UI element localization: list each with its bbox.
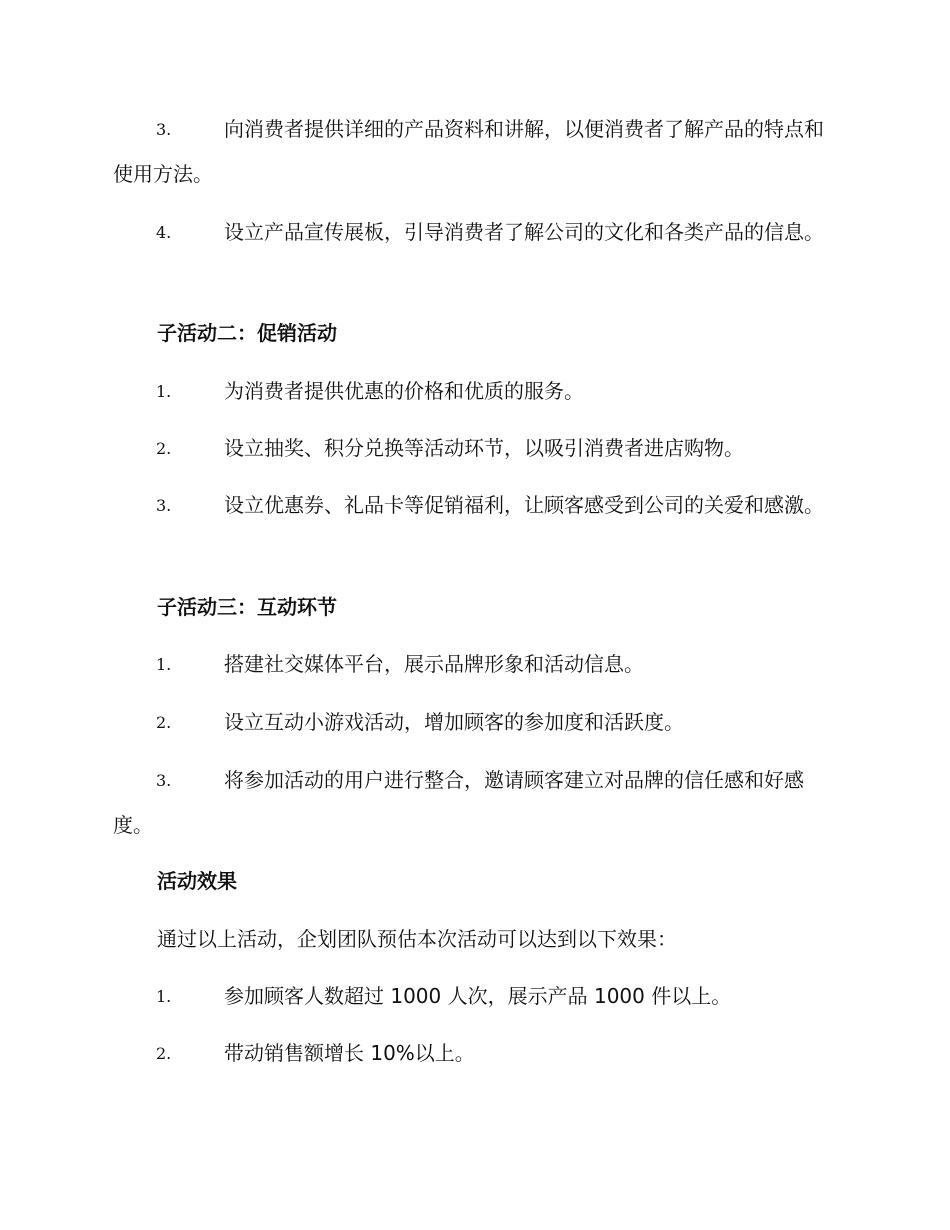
list-text: 设立抽奖、积分兑换等活动环节，以吸引消费者进店购物。 [224, 436, 744, 460]
list-text: 为消费者提供优惠的价格和优质的服务。 [224, 379, 584, 403]
list-item [113, 700, 835, 745]
list-text: 搭建社交媒体平台，展示品牌形象和活动信息。 [224, 652, 644, 676]
list-item [113, 210, 835, 255]
list-text: 参加顾客人数超过 1000 人次，展示产品 1000 件以上。 [224, 984, 732, 1008]
list-number: 3. [156, 496, 172, 515]
list-number: 1. [156, 655, 172, 674]
list-text: 向消费者提供详细的产品资料和讲解，以便消费者了解产品的特点和使用方法。 [113, 117, 824, 186]
list-number: 3. [156, 771, 172, 790]
list-number: 3. [156, 120, 172, 139]
section-heading: 子活动二：促销活动 [157, 321, 337, 345]
list-item [113, 642, 835, 687]
list-text: 将参加活动的用户进行整合，邀请顾客建立对品牌的信任感和好感度。 [113, 768, 804, 837]
list-number: 1. [156, 987, 172, 1006]
list-item [113, 758, 835, 848]
list-number: 4. [156, 223, 172, 242]
intro-paragraph: 通过以上活动，企划团队预估本次活动可以达到以下效果： [157, 927, 677, 951]
list-text: 设立优惠券、礼品卡等促销福利，让顾客感受到公司的关爱和感激。 [224, 493, 824, 517]
list-text: 带动销售额增长 10%以上。 [224, 1041, 475, 1065]
section-heading: 活动效果 [157, 869, 237, 893]
section-heading: 子活动三：互动环节 [157, 595, 337, 619]
list-item [113, 426, 835, 471]
list-number: 2. [156, 1044, 172, 1063]
list-text: 设立互动小游戏活动，增加顾客的参加度和活跃度。 [224, 710, 684, 734]
list-item [113, 369, 835, 414]
list-item [113, 974, 835, 1019]
list-item [113, 107, 835, 197]
list-number: 1. [156, 382, 172, 401]
list-number: 2. [156, 713, 172, 732]
list-text: 设立产品宣传展板，引导消费者了解公司的文化和各类产品的信息。 [224, 220, 824, 244]
list-number: 2. [156, 439, 172, 458]
list-item [113, 483, 835, 528]
list-item [113, 1031, 835, 1076]
